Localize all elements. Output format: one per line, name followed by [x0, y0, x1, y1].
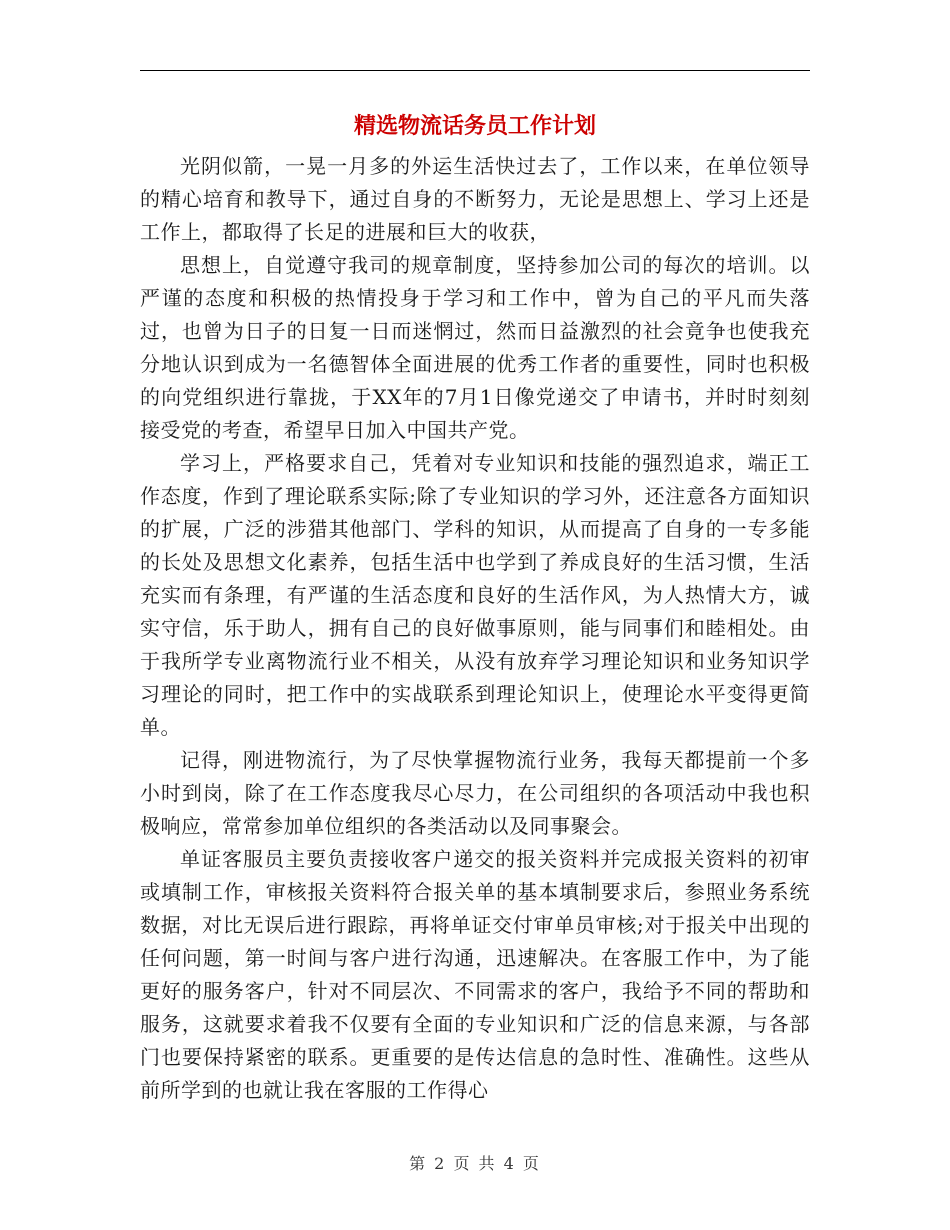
paragraph-intro: 光阴似箭，一晃一月多的外运生活快过去了，工作以来，在单位领导的精心培育和教导下，通过自身的不断努力，无论是思想上、学习上还是工作上，都取得了长足的进展和巨大的收获，	[140, 154, 810, 244]
header-rule	[140, 70, 810, 71]
paragraph-study: 学习上，严格要求自己，凭着对专业知识和技能的强烈追求，端正工作态度，作到了理论联系实际;除了专业知识的学习外，还注意各方面知识的扩展，广泛的涉猎其他部门、学科的知识，从而提高了自身的一专多能的长处及思想文化素养，包括生活中也学到了养成良好的生活习惯，生活充实而有条理，有严谨的生活态度和良好的生活作风，为人热情大方，诚实守信，乐于助人，拥有自己的良好做事原则，能与同事们和睦相处。由于我所学专业离物流行业不相关，从没有放弃学习理论知识和业务知识学习理论的同时，把工作中的实战联系到理论知识上，使理论水平变得更简单。	[140, 451, 810, 739]
page-footer: 第 2 页 共 4 页	[409, 1154, 541, 1173]
document-title: 精选物流话务员工作计划	[353, 113, 596, 139]
paragraph-memory: 记得，刚进物流行，为了尽快掌握物流行业务，我每天都提前一个多小时到岗，除了在工作态度我尽心尽力，在公司组织的各项活动中我也积极响应，常常参加单位组织的各类活动以及同事聚会。	[140, 748, 810, 838]
document-body	[140, 150, 810, 1107]
paragraph-service: 单证客服员主要负责接收客户递交的报关资料并完成报关资料的初审或填制工作，审核报关资料符合报关单的基本填制要求后，参照业务系统数据，对比无误后进行跟踪，再将单证交付审单员审核;对于报关中出现的任何问题，第一时间与客户进行沟通，迅速解决。在客服工作中，为了能更好的服务客户，针对不同层次、不同需求的客户，我给予不同的帮助和服务，这就要求着我不仅要有全面的专业知识和广泛的信息来源，与各部门也要保持紧密的联系。更重要的是传达信息的急时性、准确性。这些从前所学到的也就让我在客服的工作得心	[140, 847, 810, 1102]
paragraph-thought: 思想上，自觉遵守我司的规章制度，坚持参加公司的每次的培训。以严谨的态度和积极的热情投身于学习和工作中，曾为自己的平凡而失落过，也曾为日子的日复一日而迷惘过，然而日益激烈的社会竟争也使我充分地认识到成为一名德智体全面进展的优秀工作者的重要性，同时也积极的向党组织进行靠拢，于XX年的7月1日像党递交了申请书，并时时刻刻接受党的考查，希望早日加入中国共产党。	[140, 253, 810, 442]
